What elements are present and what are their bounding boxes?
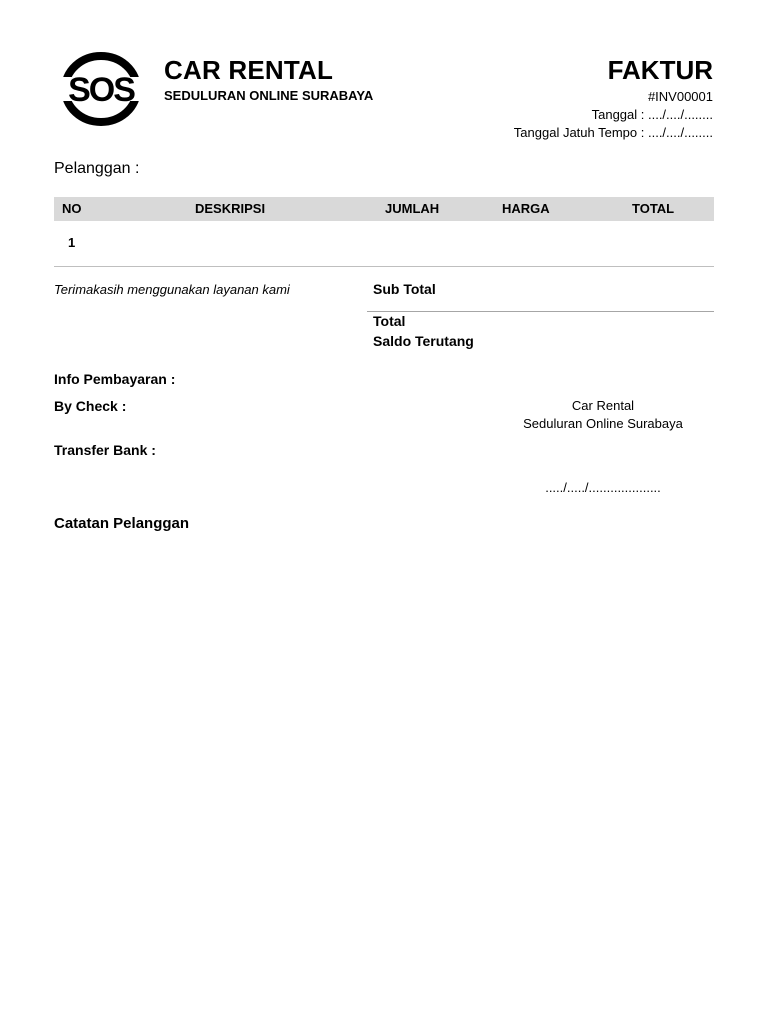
invoice-number: #INV00001: [647, 89, 713, 104]
column-header-description: DESKRIPSI: [195, 201, 266, 216]
column-header-total: TOTAL: [632, 201, 675, 216]
signature-subtitle: Seduluran Online Surabaya: [523, 416, 683, 431]
thank-you-note: Terimakasih menggunakan layanan kami: [54, 282, 290, 297]
payment-transfer-label: Transfer Bank :: [54, 442, 156, 458]
items-table-header: [54, 197, 714, 221]
total-label: Total: [373, 313, 406, 329]
signature-date: ...../...../....................: [545, 480, 661, 495]
customer-notes-label: Catatan Pelanggan: [54, 515, 190, 532]
payment-check-label: By Check :: [54, 398, 127, 414]
svg-text:SOS: SOS: [68, 71, 134, 109]
table-divider: [54, 266, 714, 267]
company-name: CAR RENTAL: [164, 55, 334, 85]
company-subtitle: SEDULURAN ONLINE SURABAYA: [164, 88, 374, 103]
column-header-no: NO: [62, 201, 82, 216]
subtotal-label: Sub Total: [373, 281, 436, 297]
table-row-number: 1: [68, 235, 76, 250]
column-header-price: HARGA: [502, 201, 550, 216]
signature-company: Car Rental: [571, 398, 635, 413]
column-header-quantity: JUMLAH: [385, 201, 440, 216]
summary-divider: [367, 311, 714, 312]
document-title: FAKTUR: [607, 55, 713, 85]
customer-label: Pelanggan :: [54, 160, 140, 177]
invoice-date: Tanggal : ..../..../........: [591, 107, 713, 122]
invoice-due-date: Tanggal Jatuh Tempo : ..../..../........: [513, 125, 713, 140]
balance-due-label: Saldo Terutang: [373, 333, 474, 349]
payment-info-label: Info Pembayaran :: [54, 371, 176, 387]
company-logo: [54, 52, 148, 126]
